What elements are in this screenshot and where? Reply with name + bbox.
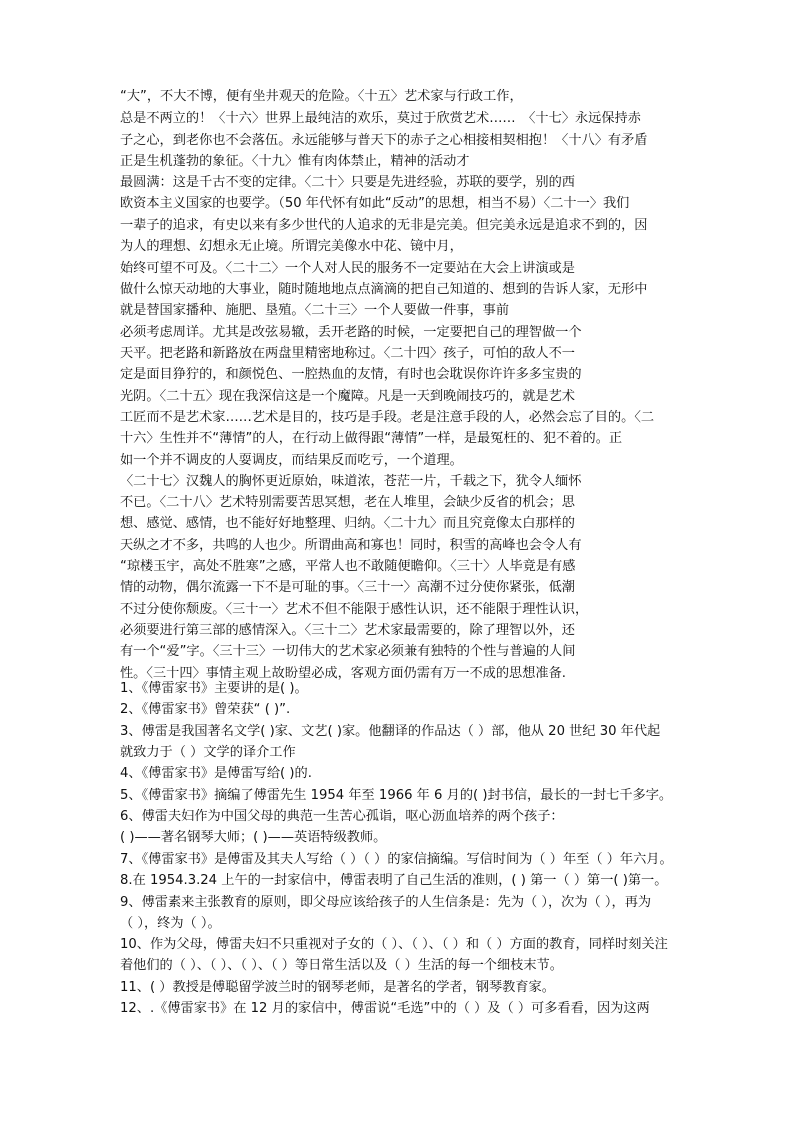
text-line: 不过分使你颓废。〈三十一〉艺术不但不能限于感性认识，还不能限于理性认识， [120,602,589,617]
question-line: 5、《傅雷家书》摘编了傅雷先生 1954 年至 1966 年 6 月的( )封书信，最长的一封七千多字。 [120,788,673,803]
question-line: 7、《傅雷家书》是傅雷及其夫人写给（ ）（ ）的家信摘编。写信时间为（ ）年至（ ）年六月。 [120,852,673,867]
text-line: 为人的理想、幻想永无止境。所谓完美像水中花、镜中月， [120,239,463,254]
question-line: 3、傅雷是我国著名文学( )家、文艺( )家。他翻译的作品达（ ）部，他从 20 世纪 30 年代起 [120,724,661,739]
question-line: 1、《傅雷家书》主要讲的是( )。 [120,681,308,696]
text-line: 子之心，到老你也不会落伍。永远能够与普天下的赤子之心相接相契相抱！〈十八〉有矛盾 [120,133,648,148]
question-line: 6、傅雷夫妇作为中国父母的典范一生苦心孤诣，呕心沥血培养的两个孩子： [120,809,564,824]
question-line: ( )——著名钢琴大师；( )——英语特级教师。 [120,830,387,845]
question-line: 着他们的（ ）、（ ）、（ ）、（ ）等日常生活以及（ ）生活的每一个细枝末节。 [120,958,563,973]
text-line: “大”，不大不博，便有坐井观天的危险。〈十五〉艺术家与行政工作， [120,89,523,104]
question-line: 12、.《傅雷家书》在 12 月的家信中，傅雷说“毛选”中的（ ）及（ ）可多看看，因为这两 [120,1001,650,1016]
text-line: 天纵之才不多，共鸣的人也少。所谓曲高和寡也！同时，积雪的高峰也会令人有 [120,538,582,553]
text-line: 天平。把老路和新路放在两盘里精密地称过。〈二十四〉孩子，可怕的敌人不一 [120,346,575,361]
question-line: 就致力于（ ）文学的译介工作 [120,745,296,760]
text-line: 欧资本主义国家的也要学。（50 年代怀有如此“反动”的思想，相当不易）〈二十一〉我们 [120,196,630,211]
text-line: 不已。〈二十八〉艺术特别需要苦思冥想，老在人堆里，会缺少反省的机会；思 [120,495,575,510]
text-line: 做什么惊天动地的大事业，随时随地地点点滴滴的把自己知道的、想到的告诉人家，无形中 [120,282,648,297]
question-line: 11、( ）教授是傅聪留学波兰时的钢琴老师，是著名的学者，钢琴教育家。 [120,980,555,995]
text-line: 正是生机蓬勃的象征。〈十九〉惟有肉体禁止，精神的活动才 [120,154,470,169]
question-line: 8.在 1954.3.24 上午的一封家信中，傅雷表明了自己生活的准则，( ) 第一（ ）第一( )第一。 [120,873,668,888]
question-line: （ ），终为（ ）。 [120,916,221,931]
question-line: 2、《傅雷家书》曾荣获“ ( )”. [120,702,291,717]
text-line: 定是面目狰狞的，和颜悦色、一腔热血的友情，有时也会耽误你许许多多宝贵的 [120,367,582,382]
text-line: 工匠而不是艺术家……艺术是目的，技巧是手段。老是注意手段的人，必然会忘了目的。〈二 [120,410,655,425]
text-line: 始终可望不可及。〈二十二〉一个人对人民的服务不一定要站在大会上讲演或是 [120,261,575,276]
text-line: 性。〈三十四〉事情主观上故盼望必成，客观方面仍需有万一不成的思想准备. [120,666,566,681]
text-line: 〈二十七〉汉魏人的胸怀更近原始，味道浓，苍茫一片，千载之下，犹令人缅怀 [120,474,582,489]
text-line: 必须考虑周详。尤其是改弦易辙，丢开老路的时候，一定要把自己的理智做一个 [120,325,582,340]
text-line: 最圆满：这是千古不变的定律。〈二十〉只要是先进经验，苏联的要学，别的西 [120,175,575,190]
text-line: 如一个并不调皮的人耍调皮，而结果反而吃亏，一个道理。 [120,453,463,468]
question-line: 10、作为父母，傅雷夫妇不只重视对子女的（ ）、（ ）、（ ）和（ ）方面的教育，同样时刻关注 [120,937,668,952]
text-line: 就是替国家播种、施肥、垦殖。〈二十三〉一个人要做一件事，事前 [120,303,510,318]
question-line: 4、《傅雷家书》是傅雷写给( )的. [120,766,312,781]
question-line: 9、傅雷素来主张教育的原则，即父母应该给孩子的人生信条是：先为（ ），次为（ ），再为 [120,895,652,910]
text-line: 一辈子的追求，有史以来有多少世代的人追求的无非是完美。但完美永远是追求不到的，因 [120,218,648,233]
text-line: 情的动物，偶尔流露一下不是可耻的事。〈三十一〉高潮不过分使你紧张，低潮 [120,580,575,595]
text-line: 想、感觉、感情，也不能好好地整理、归纳。〈二十九〉而且究竟像太白那样的 [120,516,575,531]
text-line: 必须要进行第三部的感情深入。〈三十二〉艺术家最需要的，除了理智以外，还 [120,623,575,638]
text-line: 十六〉生性并不“薄情”的人，在行动上做得跟“薄情”一样，是最冤枉的、犯不着的。正 [120,431,623,446]
text-line: 光阴。〈二十五〉现在我深信这是一个魔障。凡是一天到晚闹技巧的，就是艺术 [120,389,575,404]
text-line: “琼楼玉宇，高处不胜寒”之感，平常人也不敢随便瞻仰。〈三十〉人毕竟是有感 [120,559,576,574]
text-line: 有一个“爱”字。〈三十三〉一切伟大的艺术家必须兼有独特的个性与普遍的人间 [120,644,576,659]
text-line: 总是不两立的！〈十六〉世界上最纯洁的欢乐，莫过于欣赏艺术…… 〈十七〉永远保持赤 [120,111,641,126]
